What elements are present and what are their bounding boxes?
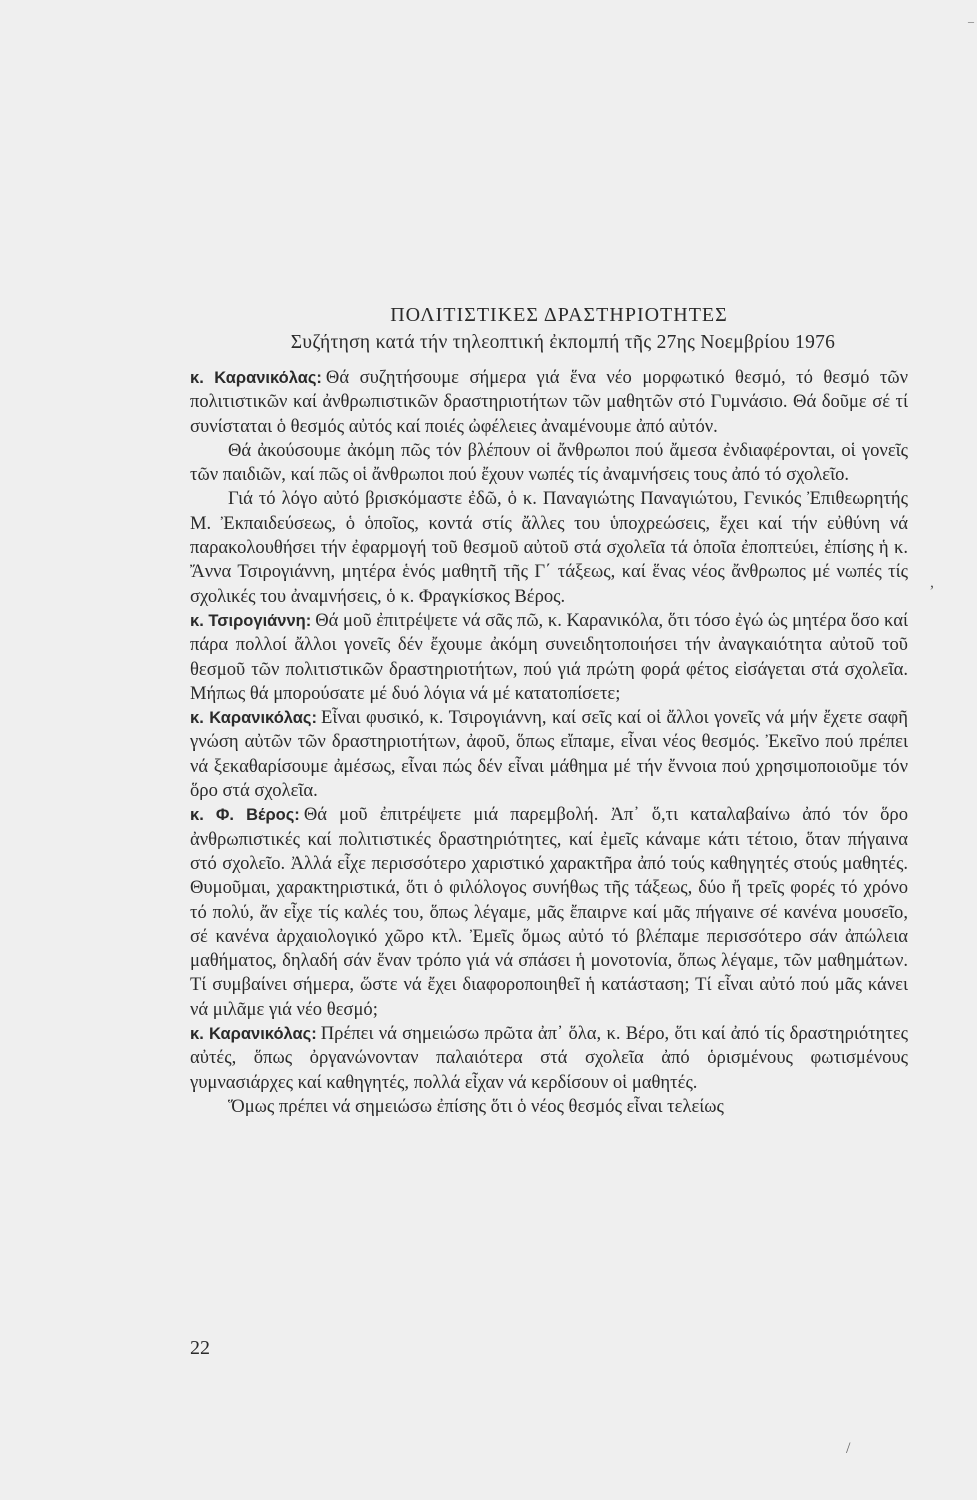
paragraph bbox=[190, 609, 908, 706]
paragraph bbox=[190, 439, 908, 488]
paragraph bbox=[190, 1095, 908, 1119]
document-subtitle: Συζήτηση κατά τήν τηλεοπτική ἐκπομπή τῆς 27ης Νοεμβρίου 1976 bbox=[290, 332, 836, 353]
page-number: 22 bbox=[190, 1337, 210, 1359]
paragraph-text: Θά συζητήσουμε σήμερα γιά ἕνα νέο μορφωτικό θεσμό, τό θεσμό τῶν πολιτιστικῶν καί ἀνθρωπιστικῶν δραστηριοτήτων τῶν μαθητῶν στό Γυμνάσιο. Θά δοῦμε σέ τί συνίσταται ὁ θεσμός αὐτός καί ποιές ὠφέλειες ἀναμένουμε ἀπό αὐτόν. bbox=[190, 367, 908, 437]
paragraph bbox=[190, 706, 908, 803]
document-title: ΠΟΛΙΤΙΣΤΙΚΕΣ ΔΡΑΣΤΗΡΙΟΤΗΤΕΣ bbox=[390, 304, 728, 326]
document-body bbox=[190, 302, 908, 1119]
speaker-label: κ. Καρανικόλας: bbox=[190, 709, 317, 728]
edge-mark: – bbox=[968, 14, 974, 28]
paragraph bbox=[190, 803, 908, 1022]
speaker-label: κ. Φ. Βέρος: bbox=[190, 806, 300, 825]
corner-mark: / bbox=[846, 1440, 851, 1457]
speaker-label: κ. Τσιρογιάννη: bbox=[190, 611, 312, 630]
margin-mark: , bbox=[930, 574, 934, 591]
paragraph bbox=[190, 487, 908, 608]
paragraph bbox=[190, 366, 908, 439]
paragraph-text: Θά μοῦ ἐπιτρέψετε μιά παρεμβολή. Ἀπ᾿ ὅ,τι καταλαβαίνω ἀπό τόν ὅρο ἀνθρωπιστικές καί πολιτιστικές δραστηριότητες, καί ἐμεῖς κάναμε κάτι τέτοιο, ὅταν πήγαινα στό σχολεῖο. Ἀλλά εἶχε περισσότερο χαριστικό χαρακτῆρα ἀπό τούς καθηγητές στούς μαθητές. Θυμοῦμαι, χαρακτηριστικά, ὅτι ὁ φιλόλογος συνήθως τῆς τάξεως, δύο ἤ τρεῖς φορές τό χρόνο τό πολύ, ἄν εἶχε τίς καλές του, ὅπως λέγαμε, μᾶς ἔπαιρνε καί μᾶς πήγαινε σέ κανένα μουσεῖο, σέ κανένα ἀρχαιολογικό χῶρο κτλ. Ἐμεῖς ὅμως αὐτό τό βλέπαμε περισσότερο σάν ἀπώλεια μαθήματος, δηλαδή σάν ἕναν τρόπο γιά νά σπάσει ἡ μονοτονία, ὅπως λέγαμε, τῶν μαθημάτων. Τί συμβαίνει σήμερα, ὥστε νά ἔχει διαφοροποιηθεῖ ἡ κατάσταση; Τί εἶναι αὐτό πού μᾶς κάνει νά μιλᾶμε γιά νέο θεσμό; bbox=[190, 804, 908, 1020]
paragraph bbox=[190, 1022, 908, 1095]
speaker-label: κ. Καρανικόλας: bbox=[190, 369, 322, 387]
paragraph-text: Ὅμως πρέπει νά σημειώσω ἐπίσης ὅτι ὁ νέος θεσμός εἶναι τελείως bbox=[228, 1095, 724, 1117]
paragraph-text: Πρέπει νά σημειώσω πρῶτα ἀπ᾿ ὅλα, κ. Βέρο, ὅτι καί ἀπό τίς δραστηριότητες αὐτές, ὅπως ὀργανώνονταν παλαιότερα στά σχολεῖα ἀπό ὁρισμένους φωτισμένους γυμνασιάρχες καί καθηγητές, πολλά εἶχαν νά κερδίσουν οἱ μαθητές. bbox=[190, 1023, 909, 1093]
paragraph-text: Γιά τό λόγο αὐτό βρισκόμαστε ἐδῶ, ὁ κ. Παναγιώτης Παναγιώτου, Γενικός Ἐπιθεωρητής Μ. Ἐκπαιδεύσεως, ὁ ὁποῖος, κοντά στίς ἄλλες του ὑποχρεώσεις, ἔχει καί τήν εὐθύνη νά παρακολουθήσει τήν ἐφαρμογή τοῦ θεσμοῦ αὐτοῦ στά σχολεῖα τά ὁποῖα ἐποπτεύει, ἐπίσης ἡ κ. Ἄννα Τσιρογιάννη, μητέρα ἑνός μαθητῆ τῆς Γ΄ τάξεως, καί ἕνας νέος ἄνθρωπος μέ νωπές τίς σχολικές του ἀναμνήσεις, ὁ κ. Φραγκίσκος Βέρος. bbox=[190, 488, 908, 607]
paragraph-text: Εἶναι φυσικό, κ. Τσιρογιάννη, καί σεῖς καί οἱ ἄλλοι γονεῖς νά μήν ἔχετε σαφῆ γνώση αὐτῶν τῶν δραστηριοτήτων, ἀφοῦ, ὅπως εἴπαμε, εἶναι νέος θεσμός. Ἐκεῖνο πού πρέπει νά ξεκαθαρίσουμε ἀμέσως, εἶναι πώς δέν εἶναι μάθημα μέ τήν ἔννοια πού χρησιμοποιοῦμε τόν ὅρο στά σχολεῖα. bbox=[190, 707, 909, 802]
speaker-label: κ. Καρανικόλας: bbox=[190, 1025, 317, 1044]
paragraph-text: Θά μοῦ ἐπιτρέψετε νά σᾶς πῶ, κ. Καρανικόλα, ὅτι τόσο ἐγώ ὡς μητέρα ὅσο καί πάρα πολλοί ἄλλοι γονεῖς δέν ἔχουμε ἀκόμη συνειδητοποιήσει τήν ἀναγκαιότητα αὐτοῦ τοῦ θεσμοῦ τῶν πολιτιστικῶν δραστηριοτήτων, πού γιά πρώτη φορά φέτος εἰσάγεται στά σχολεῖα. Μήπως θά μπορούσατε μέ δυό λόγια νά μέ κατατοπίσετε; bbox=[190, 609, 908, 704]
paragraph-text: Θά ἀκούσουμε ἀκόμη πῶς τόν βλέπουν οἱ ἄνθρωποι πού ἄμεσα ἐνδιαφέρονται, οἱ γονεῖς τῶν παιδιῶν, καί πῶς οἱ ἄνθρωποι πού ἔχουν νωπές τίς ἀναμνήσεις τους ἀπό τό σχολεῖο. bbox=[190, 439, 908, 486]
